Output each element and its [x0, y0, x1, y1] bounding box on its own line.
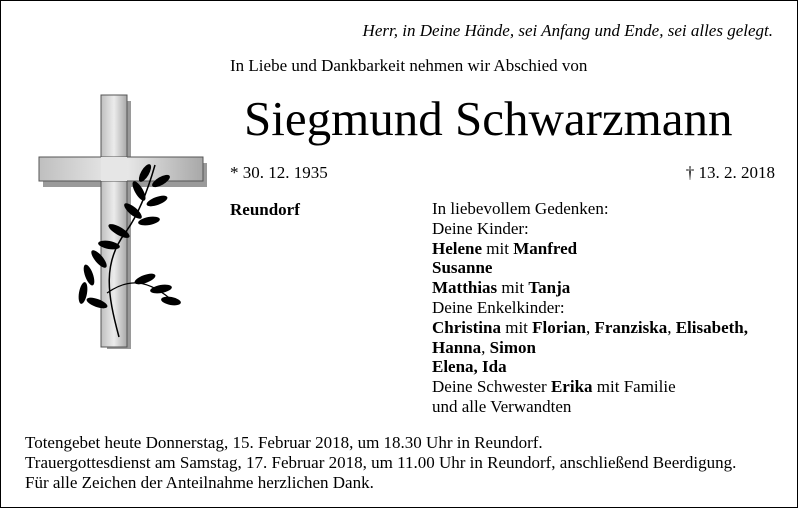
motto-verse: Herr, in Deine Hände, sei Anfang und Ende, sei alles gelegt.	[362, 21, 773, 40]
service-info	[25, 433, 736, 493]
hometown: Reundorf	[230, 200, 300, 219]
prayer-info: Totengebet heute Donnerstag, 15. Februar 2018, um 18.30 Uhr in Reundorf.	[25, 433, 543, 452]
mourner-name: Simon	[489, 337, 536, 357]
separator: ,	[585, 317, 595, 337]
cross-with-olive-branch-icon	[37, 93, 207, 351]
mourner-name: Matthias	[432, 278, 498, 298]
mourner-name: Franziska	[594, 317, 668, 337]
mourner-line: und alle Verwandten	[432, 396, 572, 416]
mourner-line	[432, 239, 748, 259]
birth-date: * 30. 12. 1935	[230, 163, 328, 182]
mourners-heading: In liebevollem Gedenken:	[432, 199, 609, 218]
funeral-service-info: Trauergottesdienst am Samstag, 17. Februar 2018, um 11.00 Uhr in Reundorf, anschließend Beerdigung.	[25, 453, 737, 472]
relation-text: Deine Schwester	[432, 377, 551, 397]
mourner-line	[432, 318, 748, 338]
connector: mit	[497, 278, 529, 298]
mourner-line	[432, 377, 748, 397]
mourner-name: Manfred	[513, 238, 578, 258]
mourner-name: Elisabeth,	[675, 317, 748, 337]
mourner-name: Hanna	[432, 337, 482, 357]
thanks-line: Für alle Zeichen der Anteilnahme herzlichen Dank.	[25, 473, 374, 492]
mourner-name: Elena, Ida	[432, 357, 507, 377]
connector: mit	[482, 238, 514, 258]
deceased-name: Siegmund Schwarzmann	[244, 91, 733, 146]
separator: ,	[481, 337, 490, 357]
mourner-name: Erika	[550, 377, 593, 397]
mourner-name: Christina	[432, 317, 501, 337]
mourner-line	[432, 338, 748, 358]
mourner-name: Susanne	[432, 258, 493, 278]
separator: ,	[667, 317, 676, 337]
mourner-name: Florian	[532, 317, 586, 337]
relation-text: mit Familie	[592, 377, 676, 397]
children-label: Deine Kinder:	[432, 218, 529, 238]
death-date: † 13. 2. 2018	[685, 163, 775, 182]
mourner-line	[432, 357, 748, 377]
mourner-line	[432, 258, 748, 278]
mourner-name: Helene	[432, 238, 483, 258]
connector: mit	[500, 317, 533, 337]
mourner-line	[432, 278, 748, 298]
mourner-name: Tanja	[528, 278, 571, 298]
grandchildren-label: Deine Enkelkinder:	[432, 297, 565, 317]
mourners-list	[432, 199, 748, 417]
intro-line: In Liebe und Dankbarkeit nehmen wir Abschied von	[230, 56, 588, 75]
